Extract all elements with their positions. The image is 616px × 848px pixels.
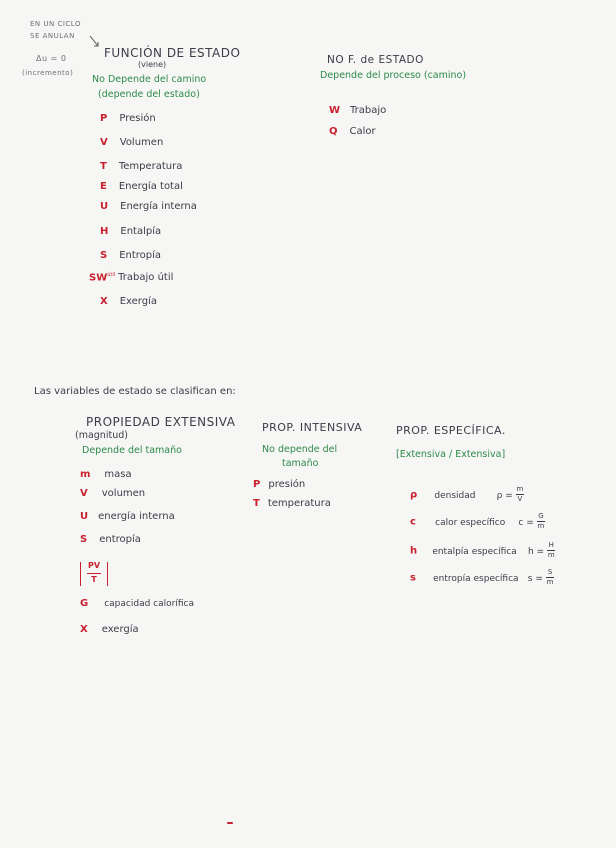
symbol: T (100, 161, 107, 172)
label: Trabajo (350, 105, 387, 116)
symbol: T (253, 498, 260, 509)
label: Calor (349, 126, 376, 137)
list-item (100, 251, 161, 261)
right-column-note: Depende del proceso (camino) (320, 70, 467, 81)
especifica-note: [Extensiva / Extensiva] (396, 449, 506, 460)
list-item (329, 106, 386, 116)
symbol: ρ (410, 489, 418, 501)
section2-heading: Las variables de estado se clasifican en: (34, 386, 236, 397)
symbol: X (80, 624, 88, 635)
left-column-note2: (depende del estado) (98, 89, 200, 100)
list-item (329, 127, 376, 137)
label: densidad (434, 490, 476, 501)
label: exergía (101, 624, 139, 635)
symbol: U (80, 511, 89, 522)
symbol: s (410, 572, 416, 584)
formula: h = (527, 546, 545, 557)
list-item (100, 202, 197, 212)
margin-note-line4: (incremento) (22, 69, 74, 77)
extensiva-subtitle: (magnitud) (75, 430, 128, 441)
label: entropía (99, 534, 141, 545)
symbol: H (100, 226, 109, 237)
margin-note-line1: EN UN CICLO (30, 20, 81, 28)
label: calor específico (435, 517, 506, 528)
ink-mark (227, 822, 233, 824)
arrow-icon (88, 34, 102, 50)
label: Energía total (118, 181, 183, 192)
symbol: m (80, 469, 91, 480)
symbol: G (80, 598, 89, 609)
intensiva-title: PROP. INTENSIVA (262, 421, 363, 434)
symbol: E (100, 181, 107, 192)
label: Exergía (119, 296, 157, 307)
intensiva-note2: tamaño (282, 458, 319, 469)
formula-fraction (537, 513, 545, 530)
list-item (80, 489, 145, 499)
label: Trabajo útil (118, 272, 174, 284)
label: Energía interna (120, 201, 197, 212)
label: Presión (119, 113, 156, 124)
list-item (100, 227, 161, 237)
list-item (80, 625, 139, 635)
label: temperatura (267, 498, 331, 509)
numerator: G (538, 512, 544, 520)
symbol: Q (329, 126, 338, 137)
symbol: X (100, 296, 108, 307)
especifica-title: PROP. ESPECÍFICA. (396, 424, 506, 437)
left-column-note1: No Depende del camino (92, 74, 207, 85)
symbol: S (100, 250, 108, 261)
list-item (100, 114, 156, 124)
formula-fraction (516, 486, 524, 503)
formula: c = (518, 517, 534, 528)
extensiva-note: Depende del tamaño (82, 445, 182, 456)
formula: s = (527, 573, 543, 584)
symbol: V (100, 137, 108, 148)
label: capacidad calorífica (104, 599, 194, 609)
label: Volumen (119, 137, 164, 148)
label: entropía específica (433, 573, 519, 584)
symbol: W (329, 105, 341, 116)
list-item (253, 480, 305, 490)
symbol: S (80, 534, 88, 545)
list-item (80, 512, 175, 522)
left-column-title: FUNCIÓN DE ESTADO (104, 46, 241, 60)
denominator: m (547, 551, 555, 559)
list-item (410, 542, 555, 559)
margin-note-line3: Δu = 0 (36, 54, 67, 63)
symbol: P (100, 113, 108, 124)
list-item (410, 513, 545, 530)
bracket-fraction-bar (87, 573, 101, 574)
list-item (100, 297, 157, 307)
list-item (100, 182, 183, 192)
list-item (253, 499, 331, 509)
label: masa (104, 469, 132, 480)
label: volumen (101, 488, 146, 499)
extensiva-title: PROPIEDAD EXTENSIVA (86, 415, 236, 429)
formula-fraction (547, 542, 555, 559)
label: Entropía (119, 250, 162, 261)
formula: ρ = (496, 490, 513, 501)
list-item (100, 138, 163, 148)
formula-fraction (546, 569, 554, 586)
list-item (80, 470, 132, 480)
list-item (410, 486, 524, 503)
label: energía interna (98, 511, 175, 522)
symbol: h (410, 545, 418, 557)
numerator: H (548, 541, 554, 549)
denominator: m (546, 578, 554, 586)
left-column-subtitle: (viene) (138, 60, 167, 69)
symbol: SW (89, 272, 108, 284)
intensiva-note1: No depende del (262, 444, 338, 455)
symbol-sup: útil (107, 272, 116, 278)
label: Entalpía (120, 226, 162, 237)
denominator: m (537, 522, 545, 530)
symbol: c (410, 516, 416, 528)
list-item (410, 569, 554, 586)
label: Temperatura (118, 161, 183, 172)
list-item (100, 162, 182, 172)
list-item (80, 535, 141, 545)
numerator: S (547, 568, 553, 576)
bracket-denominator: T (91, 575, 97, 584)
denominator: V (517, 495, 523, 503)
symbol: U (100, 201, 109, 212)
numerator: m (516, 485, 524, 493)
label: entalpía específica (432, 546, 517, 557)
list-item (80, 599, 194, 609)
right-column-title: NO F. de ESTADO (327, 54, 424, 66)
bracket-numerator: PV (87, 561, 101, 570)
label: presión (268, 479, 306, 490)
symbol: V (80, 488, 88, 499)
margin-note-line2: SE ANULAN (30, 32, 75, 40)
list-item (89, 273, 173, 283)
symbol: P (253, 479, 261, 490)
